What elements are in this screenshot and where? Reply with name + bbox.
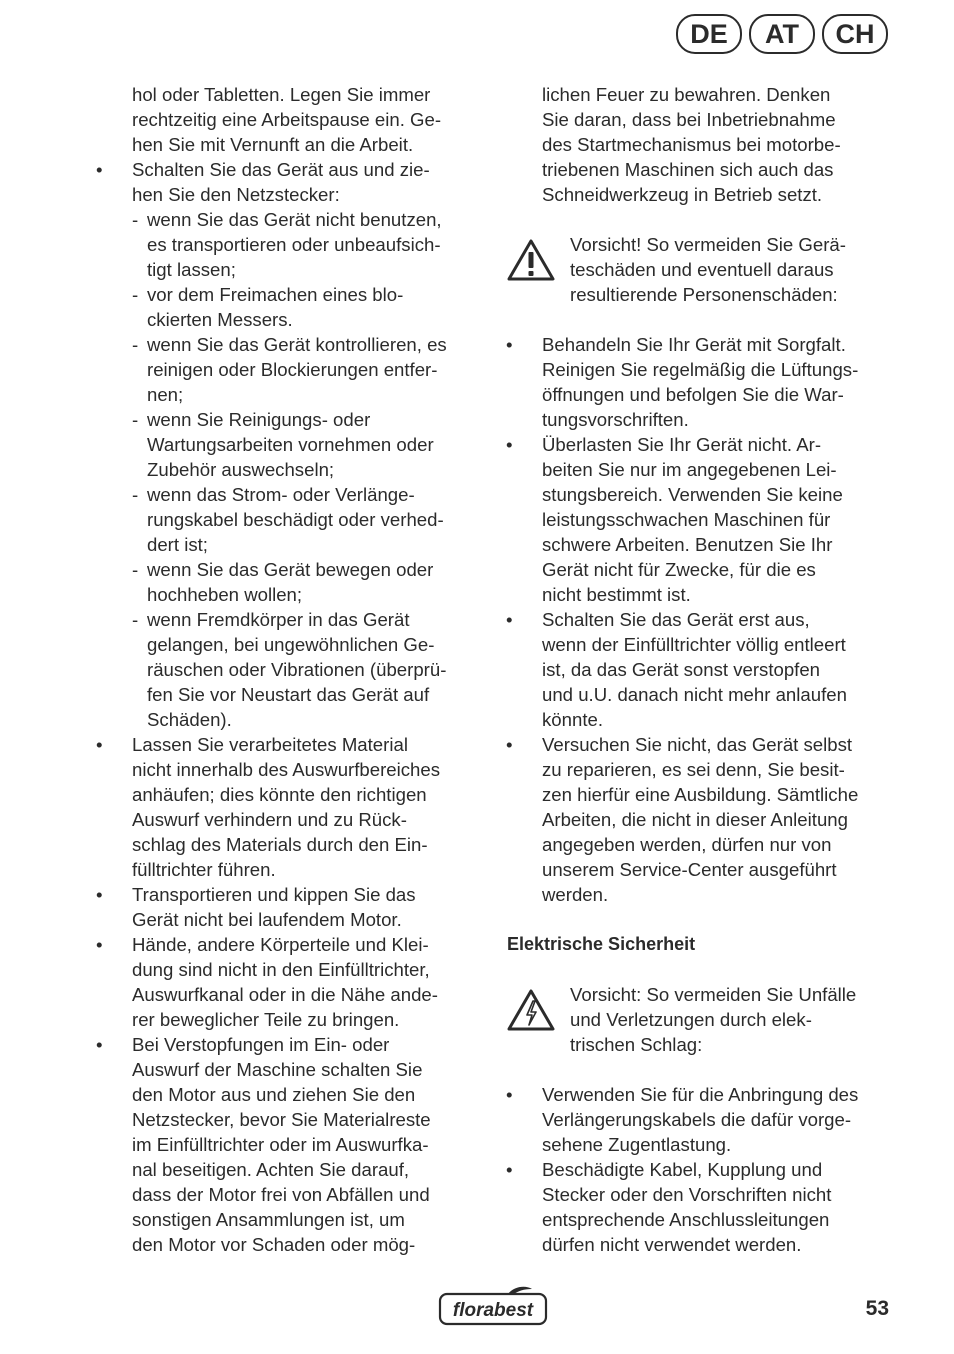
dash-marker: - xyxy=(132,559,139,580)
text-line: öffnungen und befolgen Sie die War- xyxy=(542,384,844,405)
text-line: hol oder Tabletten. Legen Sie immer xyxy=(132,84,431,105)
dash-marker: - xyxy=(132,409,139,430)
text-line: fen Sie vor Neustart das Gerät auf xyxy=(147,684,430,705)
text-line: schwere Arbeiten. Benutzen Sie Ihr xyxy=(542,534,833,555)
sub-item xyxy=(132,207,482,282)
text-line: Schneidwerkzeug in Betrieb setzt. xyxy=(542,184,823,205)
text-line: Gerät nicht für Zwecke, für die es xyxy=(542,559,816,580)
text-line: Wartungsarbeiten vornehmen oder xyxy=(147,434,434,455)
bullet-marker: • xyxy=(506,609,513,630)
text-line: fülltrichter führen. xyxy=(132,859,276,880)
bullet-marker: • xyxy=(506,334,513,355)
dash-marker: - xyxy=(132,609,139,630)
sub-item xyxy=(132,482,482,557)
text-line: Stecker oder den Vorschriften nicht xyxy=(542,1184,832,1205)
text-line: nicht bestimmt ist. xyxy=(542,584,691,605)
sub-item xyxy=(132,407,482,482)
text-line: Beschädigte Kabel, Kupplung und xyxy=(542,1159,823,1180)
text-line: im Einfülltrichter oder im Auswurfka- xyxy=(132,1134,429,1155)
text-line: Verwenden Sie für die Anbringung des xyxy=(542,1084,859,1105)
text-line: triebenen Maschinen sich auch das xyxy=(542,159,834,180)
text-line: unserem Service-Center ausgeführt xyxy=(542,859,837,880)
bullet-item xyxy=(96,932,482,1032)
bullet-item xyxy=(506,1157,898,1257)
text-line: tigt lassen; xyxy=(147,259,236,280)
text-line: könnte. xyxy=(542,709,603,730)
text-line: rechtzeitig eine Arbeitspause ein. Ge- xyxy=(132,109,442,130)
text-line: Vorsicht: So vermeiden Sie Unfälle xyxy=(570,984,857,1005)
bullet-item xyxy=(96,157,482,207)
right-column xyxy=(506,82,898,1257)
bullet-marker: • xyxy=(506,1159,513,1180)
text-line: Lassen Sie verarbeitetes Material xyxy=(132,734,408,755)
text-line: Schäden). xyxy=(147,709,232,730)
bullet-marker: • xyxy=(96,159,103,180)
continued-paragraph xyxy=(132,82,482,157)
text-line: sehene Zugentlastung. xyxy=(542,1134,732,1155)
dash-marker: - xyxy=(132,209,139,230)
text-line: hen Sie mit Vernunft an die Arbeit. xyxy=(132,134,414,155)
sub-item xyxy=(132,557,482,607)
text-line: wenn Sie das Gerät nicht benutzen, xyxy=(147,209,442,230)
text-line: Gerät nicht bei laufendem Motor. xyxy=(132,909,402,930)
text-line: Hände, andere Körperteile und Klei- xyxy=(132,934,429,955)
bullet-item xyxy=(96,732,482,882)
bullet-item xyxy=(506,432,898,607)
text-line: stungsbereich. Verwenden Sie keine xyxy=(542,484,843,505)
text-line: rungskabel beschädigt oder verhed- xyxy=(147,509,444,530)
bullet-item xyxy=(506,732,898,907)
text-line: Schalten Sie das Gerät erst aus, xyxy=(542,609,810,630)
language-badges xyxy=(676,14,888,54)
text-line: ckierten Messers. xyxy=(147,309,293,330)
left-column xyxy=(96,82,482,1257)
bullet-item xyxy=(96,882,482,932)
text-line: des Startmechanismus bei motorbe- xyxy=(542,134,841,155)
text-line: trischen Schlag: xyxy=(570,1034,703,1055)
text-line: teschäden und eventuell daraus xyxy=(570,259,834,280)
text-line: Schalten Sie das Gerät aus und zie- xyxy=(132,159,430,180)
text-line: Arbeiten, die nicht in dieser Anleitung xyxy=(542,809,848,830)
text-line: nicht innerhalb des Auswurfbereiches xyxy=(132,759,441,780)
bullet-marker: • xyxy=(506,1084,513,1105)
page-number: 53 xyxy=(865,1297,889,1320)
bullet-marker: • xyxy=(96,734,103,755)
text-line: Versuchen Sie nicht, das Gerät selbst xyxy=(542,734,853,755)
text-line: Zubehör auswechseln; xyxy=(147,459,335,480)
language-badge-ch: CH xyxy=(822,14,888,54)
text-line: den Motor vor Schaden oder mög- xyxy=(132,1234,416,1255)
text-line: nen; xyxy=(147,384,184,405)
electric-hazard-icon xyxy=(506,988,556,1032)
language-badge-at: AT xyxy=(749,14,815,54)
text-line: räuschen oder Vibrationen (überprü- xyxy=(147,659,447,680)
continued-paragraph xyxy=(542,82,898,207)
text-line: wenn das Strom- oder Verlänge- xyxy=(147,484,415,505)
text-line: dürfen nicht verwendet werden. xyxy=(542,1234,802,1255)
text-line: wenn Sie Reinigungs- oder xyxy=(147,409,371,430)
bullet-item xyxy=(506,607,898,732)
text-line: resultierende Personenschäden: xyxy=(570,284,838,305)
text-line: wenn Sie das Gerät kontrollieren, es xyxy=(147,334,447,355)
dash-marker: - xyxy=(132,334,139,355)
text-line: dert ist; xyxy=(147,534,208,555)
text-line: vor dem Freimachen eines blo- xyxy=(147,284,404,305)
section-heading: Elektrische Sicherheit xyxy=(507,934,696,954)
text-line: Reinigen Sie regelmäßig die Lüftungs- xyxy=(542,359,859,380)
electric-shock-notice xyxy=(542,982,898,1057)
text-line: den Motor aus und ziehen Sie den xyxy=(132,1084,416,1105)
text-line: lichen Feuer zu bewahren. Denken xyxy=(542,84,831,105)
text-line: dass der Motor frei von Abfällen und xyxy=(132,1184,430,1205)
text-line: entsprechende Anschlussleitungen xyxy=(542,1209,830,1230)
text-line: anhäufen; dies könnte den richtigen xyxy=(132,784,427,805)
bullet-item xyxy=(506,1082,898,1157)
text-line: beiten Sie nur im angegebenen Lei- xyxy=(542,459,837,480)
language-badge-de: DE xyxy=(676,14,742,54)
florabest-logo xyxy=(438,1284,548,1326)
text-line: leistungsschwachen Maschinen für xyxy=(542,509,831,530)
bullet-marker: • xyxy=(96,884,103,905)
dash-marker: - xyxy=(132,284,139,305)
text-line: Transportieren und kippen Sie das xyxy=(132,884,416,905)
text-line: Bei Verstopfungen im Ein- oder xyxy=(132,1034,390,1055)
text-line: Verlängerungskabels die dafür vorge- xyxy=(542,1109,852,1130)
text-line: Überlasten Sie Ihr Gerät nicht. Ar- xyxy=(542,434,822,455)
warning-triangle-icon xyxy=(506,238,556,282)
text-line: zu reparieren, es sei denn, Sie besit- xyxy=(542,759,845,780)
bullet-marker: • xyxy=(506,734,513,755)
text-line: Behandeln Sie Ihr Gerät mit Sorgfalt. xyxy=(542,334,846,355)
sub-item xyxy=(132,607,482,732)
text-line: ist, da das Gerät sonst verstopfen xyxy=(542,659,821,680)
text-line: Auswurf der Maschine schalten Sie xyxy=(132,1059,423,1080)
text-line: wenn Sie das Gerät bewegen oder xyxy=(147,559,434,580)
text-line: Auswurfkanal oder in die Nähe ande- xyxy=(132,984,438,1005)
text-line: Netzstecker, bevor Sie Materialreste xyxy=(132,1109,431,1130)
text-line: hen Sie den Netzstecker: xyxy=(132,184,340,205)
text-line: gelangen, bei ungewöhnlichen Ge- xyxy=(147,634,435,655)
text-line: es transportieren oder unbeaufsich- xyxy=(147,234,441,255)
caution-notice xyxy=(542,232,898,307)
text-line: rer beweglicher Teile zu bringen. xyxy=(132,1009,400,1030)
text-line: nal beseitigen. Achten Sie darauf, xyxy=(132,1159,410,1180)
text-line: reinigen oder Blockierungen entfer- xyxy=(147,359,438,380)
text-line: und u.U. danach nicht mehr anlaufen xyxy=(542,684,847,705)
text-line: Auswurf verhindern und zu Rück- xyxy=(132,809,407,830)
text-line: wenn der Einfülltrichter völlig entleert xyxy=(542,634,846,655)
text-line: angegeben werden, dürfen nur von xyxy=(542,834,832,855)
text-line: Sie daran, dass bei Inbetriebnahme xyxy=(542,109,836,130)
bullet-marker: • xyxy=(96,934,103,955)
bullet-item xyxy=(96,1032,482,1257)
sub-item xyxy=(132,332,482,407)
text-line: tungsvorschriften. xyxy=(542,409,689,430)
text-line: hochheben wollen; xyxy=(147,584,303,605)
bullet-marker: • xyxy=(96,1034,103,1055)
bullet-item xyxy=(506,332,898,432)
text-line: Vorsicht! So vermeiden Sie Gerä- xyxy=(570,234,846,255)
text-line: dung sind nicht in den Einfülltrichter, xyxy=(132,959,430,980)
bullet-marker: • xyxy=(506,434,513,455)
logo-text: florabest xyxy=(452,1300,534,1321)
text-line: sonstigen Ansammlungen ist, um xyxy=(132,1209,405,1230)
text-line: wenn Fremdkörper in das Gerät xyxy=(147,609,410,630)
text-line: und Verletzungen durch elek- xyxy=(570,1009,812,1030)
text-line: schlag des Materials durch den Ein- xyxy=(132,834,428,855)
text-line: zen hierfür eine Ausbildung. Sämtliche xyxy=(542,784,859,805)
sub-item xyxy=(132,282,482,332)
text-line: werden. xyxy=(542,884,609,905)
dash-marker: - xyxy=(132,484,139,505)
